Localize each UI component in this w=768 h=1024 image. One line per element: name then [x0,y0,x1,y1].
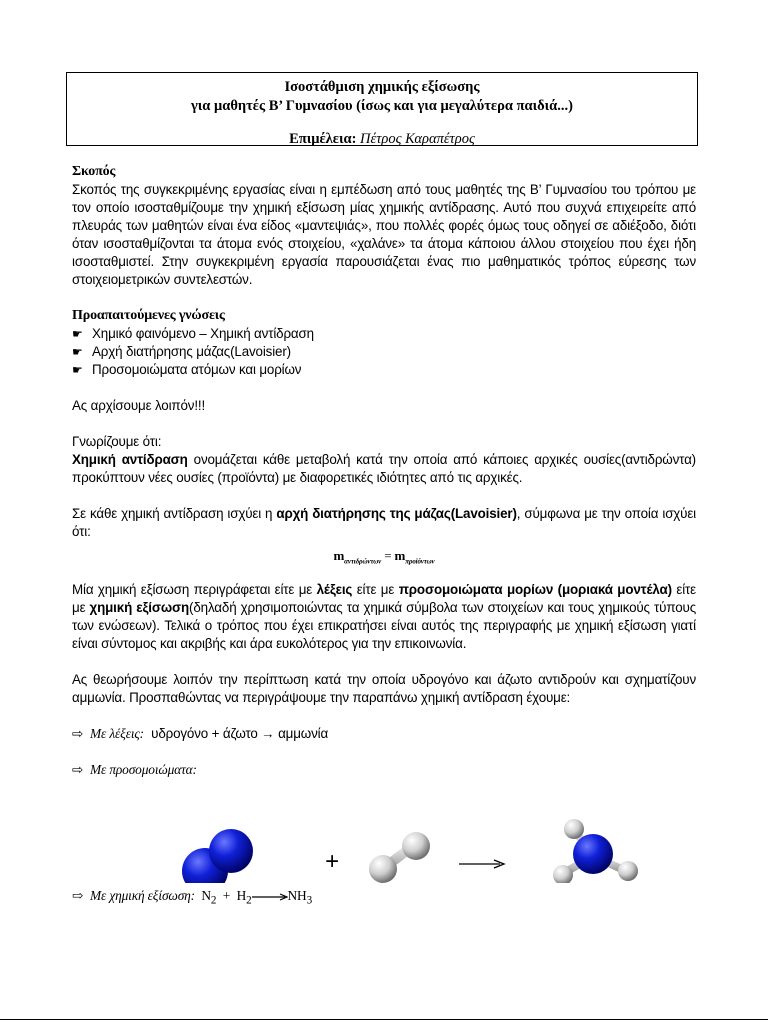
title-box [66,72,698,146]
pointing-hand-icon: ☛ [72,345,83,359]
words-representation: ⇨ Με λέξεις: υδρογόνο + άζωτο → αμμωνία [72,725,329,741]
lets-start-text: Ας αρχίσουμε λοιπόν!!! [72,398,206,413]
equation-representation: ⇨ Με χημική εξίσωση: $N_2 + H_2$ $NH_3$ [72,887,313,907]
definition-paragraph: Χημική αντίδραση ονομάζεται κάθε μεταβολή κατά την οποία από κάποιες αρχικές ουσίες(αντιδρώντα) προκύπτουν νέες ουσίες (προϊόντα) με διαφορετικές ιδιότητες από τις αρχικές. [72,452,696,485]
we-know-text: Γνωρίζουμε ότι: [72,434,162,449]
credit-label: Επιμέλεια: [289,131,357,147]
reaction-arrow [459,860,504,868]
credit-line [67,130,697,149]
mass-conservation-formula: $m_{\alpha\nu\tau\iota\delta\rho ώ\nu\tau\omega\nu} = m_{\pi\rho oϊό\nu\tau\omega\nu}$ [333,548,435,566]
nitrogen-molecule [182,829,253,883]
molecular-models [72,783,696,883]
example-paragraph: Ας θεωρήσουμε λοιπόν την περίπτωση κατά την οποία υδρογόνο και άζωτο αντιδρούν και σχηματίζουν αμμωνία. Προσπαθώντας να περιγράψουμε την παραπάνω χημική αντίδραση έχουμε: [72,671,696,705]
plus-sign: + [325,847,339,875]
right-arrow-icon: ⇨ [72,887,84,903]
document-body [72,163,696,909]
pointing-hand-icon: ☛ [72,363,83,377]
ammonia-molecule [553,819,638,883]
reaction-arrow [252,892,288,902]
right-arrow-icon: ⇨ [72,725,84,741]
definition-term: Χημική αντίδραση [72,452,188,467]
right-arrow-icon: ⇨ [72,761,84,777]
hydrogen-molecule [369,832,430,883]
title-line-2: για μαθητές Β’ Γυμνασίου (ίσως και για μεγαλύτερα παιδιά...) [191,98,573,114]
models-representation: ⇨ Με προσομοιώματα: [72,761,197,777]
title-line-1: Ισοστάθμιση χημικής εξίσωσης [284,79,480,95]
purpose-text: Σκοπός της συγκεκριμένης εργασίας είναι η εμπέδωση από τους μαθητές της Β’ Γυμνασίου του τρόπου με τον οποίο ισοσταθμίζουμε την χημική εξίσωση μίας χημικής αντίδρασης. Αυτό που συχνά επιχειρείτε από πλευράς των μαθητών είναι ένα είδος «μαντεψιάς», που πολλές φορές όμως τους οδηγεί σε αδιέξοδο, διότι όταν ισοσταθμίζονται τα άτομα ενός στοιχείου, «χαλάνε» τα άτομα κάποιου άλλου στοιχείου που έχει ήδη ισοσταθμιστεί. Στην συγκεκριμένη εργασία παρουσιάζεται ένας πιο μαθηματικός τρόπος εύρεσης των στοιχειομετρικών συντελεστών. [72,182,696,287]
prerequisite-item: ☛ Χημικό φαινόμενο – Χημική αντίδραση [72,326,314,341]
prerequisite-item: ☛ Προσομοιώματα ατόμων και μορίων [72,362,302,377]
description-paragraph: Μία χημική εξίσωση περιγράφεται είτε με λέξεις είτε με προσομοιώματα μορίων (μοριακά μοντέλα) είτε με χημική εξίσωση(δηλαδή χρησιμοποιώντας τα χημικά σύμβολα των στοιχείων και τους χημικούς τύπους των ενώσεων). Τελικά ο τρόπος που έχει επικρατήσει είναι αυτός της περιγραφής με χημική εξίσωση γιατί είναι σύντομος και ακριβής και άρα ευκολότερος για την επικοινωνία. [72,581,697,651]
purpose-heading: Σκοπός [72,164,116,179]
credit-name: Πέτρος Καραπέτρος [360,131,475,147]
prerequisites-heading: Προαπαιτούμενες γνώσεις [72,308,225,323]
mass-law-paragraph: Σε κάθε χημική αντίδραση ισχύει η αρχή διατήρησης της μάζας(Lavoisier), σύμφωνα με την οποία ισχύει ότι: [72,506,697,539]
mass-law-term: αρχή διατήρησης της μάζας(Lavoisier) [276,506,517,521]
pointing-hand-icon: ☛ [72,327,83,341]
bottom-rule [0,1019,768,1020]
prerequisite-item: ☛ Αρχή διατήρησης μάζας(Lavoisier) [72,344,291,359]
